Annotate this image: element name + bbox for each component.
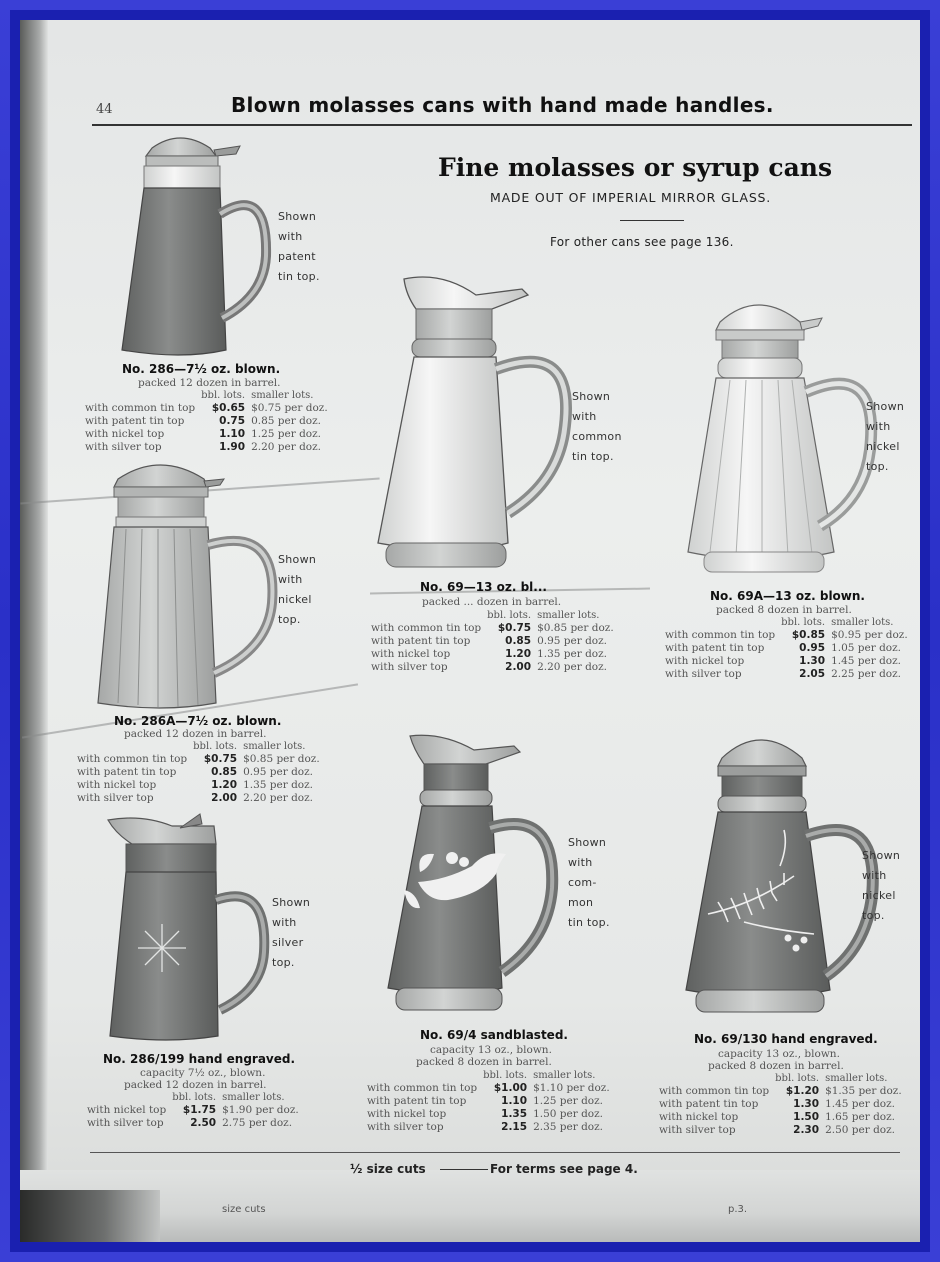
table-row: with nickel top 1.20 1.35 per doz.	[77, 779, 313, 791]
bleed-through-text: p.3.	[728, 1204, 748, 1215]
table-row: with common tin top $0.75 $0.85 per doz.	[77, 753, 320, 765]
torn-corner	[20, 1190, 160, 1242]
column-header: smaller lots.	[243, 741, 306, 752]
price-table	[364, 1069, 613, 1134]
price-table	[656, 1072, 905, 1137]
table-row: with patent tin top 0.85 0.95 per doz.	[371, 635, 607, 647]
table-row: with common tin top $0.65 $0.75 per doz.	[85, 402, 328, 414]
terms-note: For terms see page 4.	[490, 1162, 638, 1176]
column-header: smaller lots.	[831, 617, 894, 628]
table-row: with nickel top 1.35 1.50 per doz.	[367, 1108, 603, 1120]
column-header: bbl. lots.	[487, 610, 532, 621]
column-header: bbl. lots.	[781, 617, 826, 628]
table-row: with patent tin top 0.85 0.95 per doz.	[77, 766, 313, 778]
section-title: Fine molasses or syrup cans	[438, 153, 833, 182]
table-row: with silver top 2.05 2.25 per doz.	[665, 668, 901, 680]
syrup-can-69-4-image	[386, 732, 576, 1022]
cross-reference-note: For other cans see page 136.	[550, 235, 734, 249]
shown-with-note: Shown with common tin top.	[572, 390, 622, 463]
catalog-page	[20, 20, 920, 1242]
table-row: with patent tin top 0.75 0.85 per doz.	[85, 415, 321, 427]
product-name: No. 286/199 hand engraved.	[103, 1052, 296, 1066]
table-row: with nickel top $1.75 $1.90 per doz.	[87, 1104, 299, 1116]
column-header: smaller lots.	[537, 610, 600, 621]
column-header: bbl. lots.	[201, 390, 246, 401]
product-name: No. 286A—7½ oz. blown.	[114, 714, 282, 728]
shown-with-note: Shown with nickel top.	[862, 849, 901, 922]
table-row: with nickel top 1.30 1.45 per doz.	[665, 655, 901, 667]
size-note: ½ size cuts	[350, 1162, 426, 1176]
bleed-through-text: size cuts	[222, 1204, 266, 1215]
product-name: No. 69/130 hand engraved.	[694, 1032, 878, 1046]
syrup-can-286a-image	[92, 453, 282, 715]
column-header: smaller lots.	[222, 1092, 285, 1103]
column-header: bbl. lots.	[775, 1073, 820, 1084]
table-row: with common tin top $1.00 $1.10 per doz.	[367, 1082, 610, 1094]
packing-detail: packed 12 dozen in barrel.	[124, 728, 267, 740]
price-table	[74, 740, 323, 805]
table-row: with silver top 2.00 2.20 per doz.	[371, 661, 607, 673]
header-rule	[92, 124, 912, 126]
shown-with-note: Shown with silver top.	[272, 896, 311, 969]
column-header: smaller lots.	[251, 390, 314, 401]
column-header: bbl. lots.	[193, 741, 238, 752]
section-divider	[620, 220, 684, 221]
packing-detail: packed 12 dozen in barrel.	[124, 1079, 267, 1091]
table-row: with common tin top $1.20 $1.35 per doz.	[659, 1085, 902, 1097]
table-row: with silver top 2.50 2.75 per doz.	[87, 1117, 293, 1129]
page-title: Blown molasses cans with hand made handles.	[231, 93, 774, 117]
table-row: with nickel top 1.20 1.35 per doz.	[371, 648, 607, 660]
table-row: with patent tin top 1.30 1.45 per doz.	[659, 1098, 895, 1110]
packing-detail: packed 12 dozen in barrel.	[138, 377, 281, 389]
column-header: smaller lots.	[533, 1070, 596, 1081]
shown-with-note: Shown with com- mon tin top.	[568, 836, 610, 929]
shown-with-note: Shown with nickel top.	[866, 400, 905, 473]
table-row: with nickel top 1.10 1.25 per doz.	[85, 428, 321, 440]
packing-detail: packed 8 dozen in barrel.	[716, 604, 852, 616]
capacity-detail: capacity 13 oz., blown.	[718, 1048, 840, 1060]
packing-detail: packed 8 dozen in barrel.	[708, 1060, 844, 1072]
footer-dash	[440, 1169, 488, 1170]
capacity-detail: capacity 13 oz., blown.	[430, 1044, 552, 1056]
column-header: bbl. lots.	[172, 1092, 217, 1103]
shown-with-note: Shown with nickel top.	[278, 553, 317, 626]
syrup-can-286-image	[118, 128, 278, 364]
section-subtitle: MADE OUT OF IMPERIAL MIRROR GLASS.	[490, 190, 772, 205]
table-row: with common tin top $0.75 $0.85 per doz.	[371, 622, 614, 634]
product-name: No. 286—7½ oz. blown.	[122, 362, 281, 376]
product-name: No. 69—13 oz. bl...	[420, 580, 547, 594]
syrup-can-69-image	[372, 273, 576, 579]
table-row: with patent tin top 1.10 1.25 per doz.	[367, 1095, 603, 1107]
capacity-detail: capacity 7½ oz., blown.	[140, 1067, 266, 1079]
product-name: No. 69A—13 oz. blown.	[710, 589, 865, 603]
syrup-can-286-199-image	[102, 812, 272, 1048]
table-row: with silver top 1.90 2.20 per doz.	[85, 441, 321, 453]
page-shadow-left	[20, 20, 48, 1242]
price-table	[368, 609, 617, 674]
price-table	[662, 616, 911, 681]
column-header: smaller lots.	[825, 1073, 888, 1084]
table-row: with nickel top 1.50 1.65 per doz.	[659, 1111, 895, 1123]
footer-rule	[90, 1152, 900, 1153]
price-table	[84, 1091, 302, 1130]
table-row: with silver top 2.15 2.35 per doz.	[367, 1121, 603, 1133]
table-row: with common tin top $0.85 $0.95 per doz.	[665, 629, 908, 641]
table-row: with silver top 2.30 2.50 per doz.	[659, 1124, 895, 1136]
product-name: No. 69/4 sandblasted.	[420, 1028, 568, 1042]
syrup-can-69-130-image	[684, 726, 874, 1022]
page-number: 44	[96, 102, 113, 117]
table-row: with silver top 2.00 2.20 per doz.	[77, 792, 313, 804]
engraved-star-icon	[138, 924, 186, 972]
packing-detail: packed 8 dozen in barrel.	[416, 1056, 552, 1068]
packing-detail: packed ... dozen in barrel.	[422, 596, 562, 608]
column-header: bbl. lots.	[483, 1070, 528, 1081]
price-table	[82, 389, 331, 454]
table-row: with patent tin top 0.95 1.05 per doz.	[665, 642, 901, 654]
shown-with-note: Shown with patent tin top.	[278, 210, 320, 283]
syrup-can-69a-image	[684, 290, 868, 584]
